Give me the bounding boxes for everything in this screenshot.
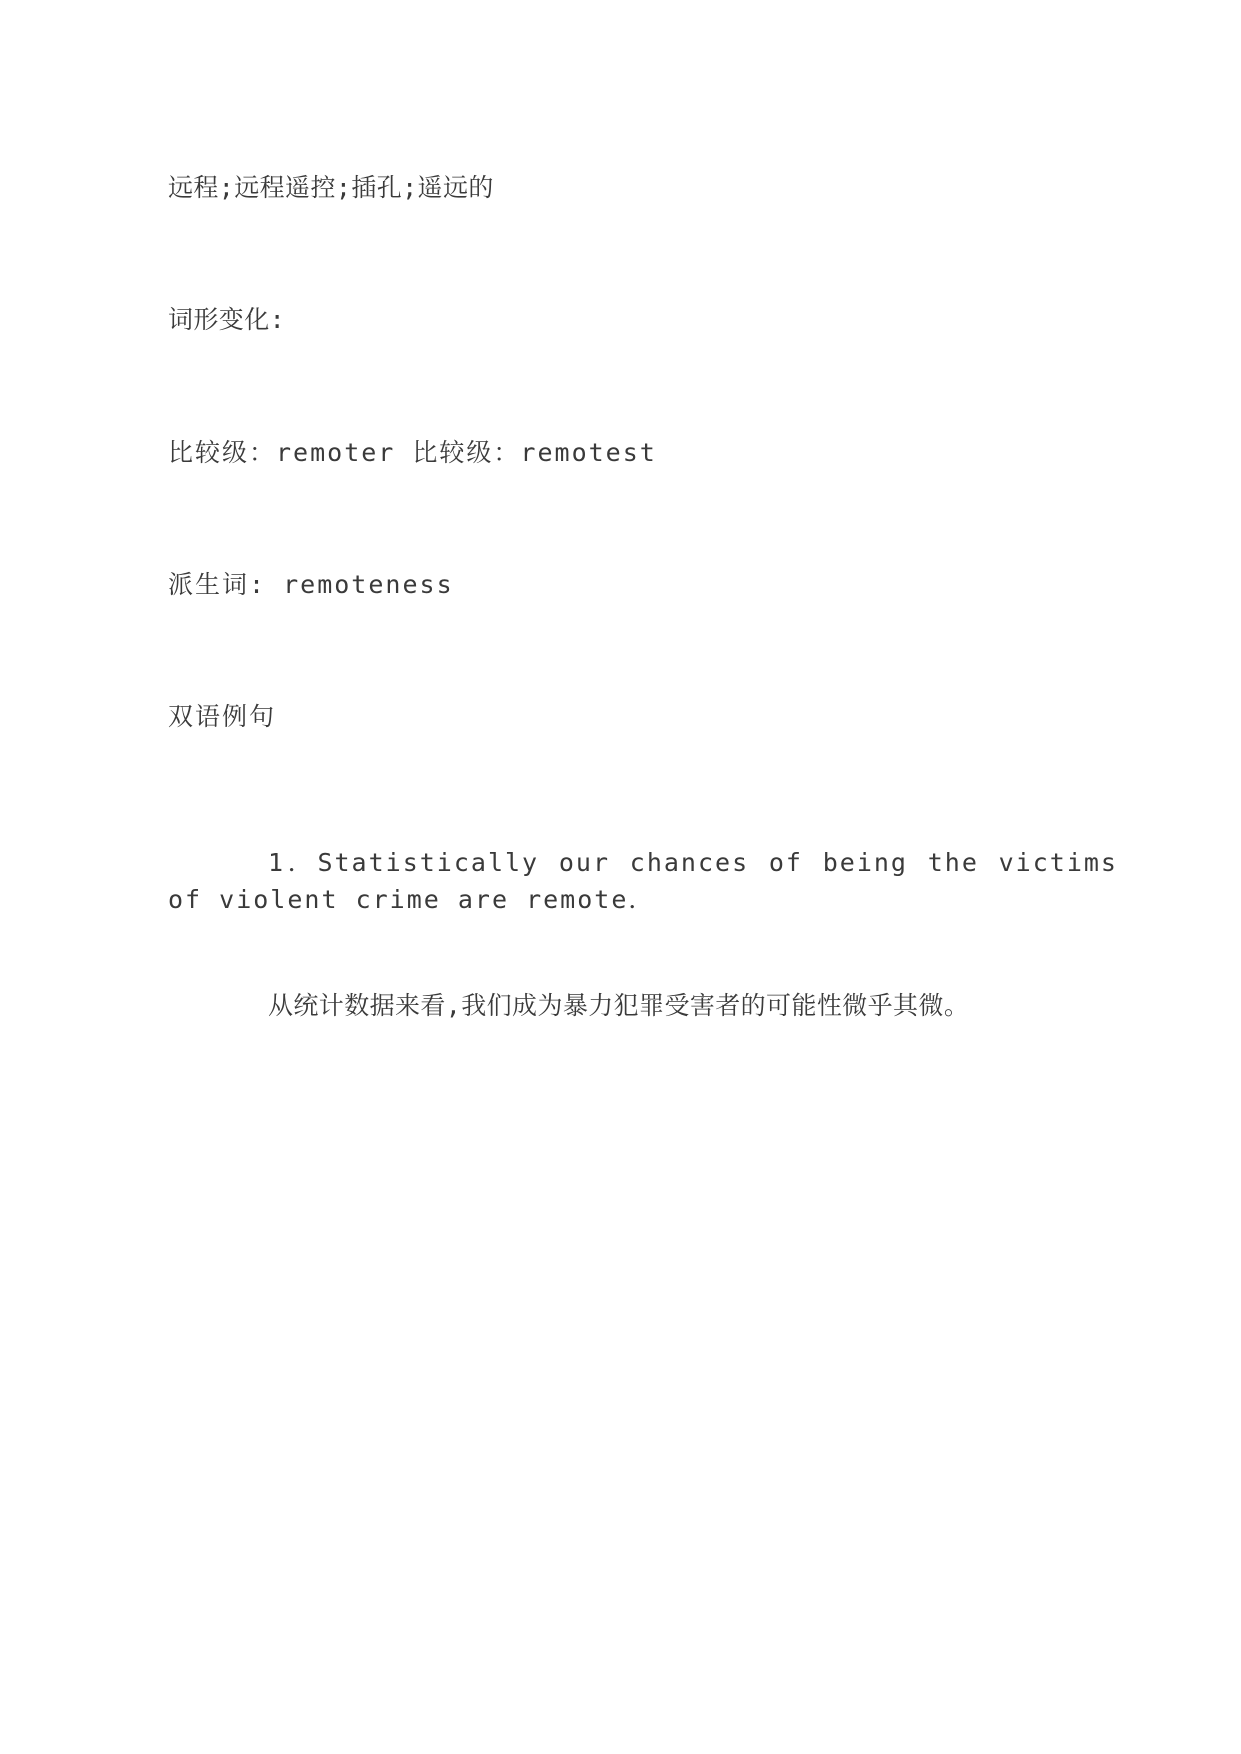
document-body (168, 170, 1118, 1086)
example-english: 1．Statistically our chances of being the victims of violent crime are remote． (168, 848, 1118, 914)
comparative-line: 比较级：remoter 比较级：remotest (168, 437, 657, 467)
inflection-heading: 词形变化: (168, 305, 286, 335)
example-chinese: 从统计数据来看,我们成为暴力犯罪受害者的可能性微乎其微。 (268, 990, 970, 1020)
derivative-line: 派生词: remoteness (168, 569, 454, 599)
definition-line: 远程;远程遥控;插孔;遥远的 (168, 173, 494, 202)
bilingual-heading: 双语例句 (168, 702, 277, 731)
